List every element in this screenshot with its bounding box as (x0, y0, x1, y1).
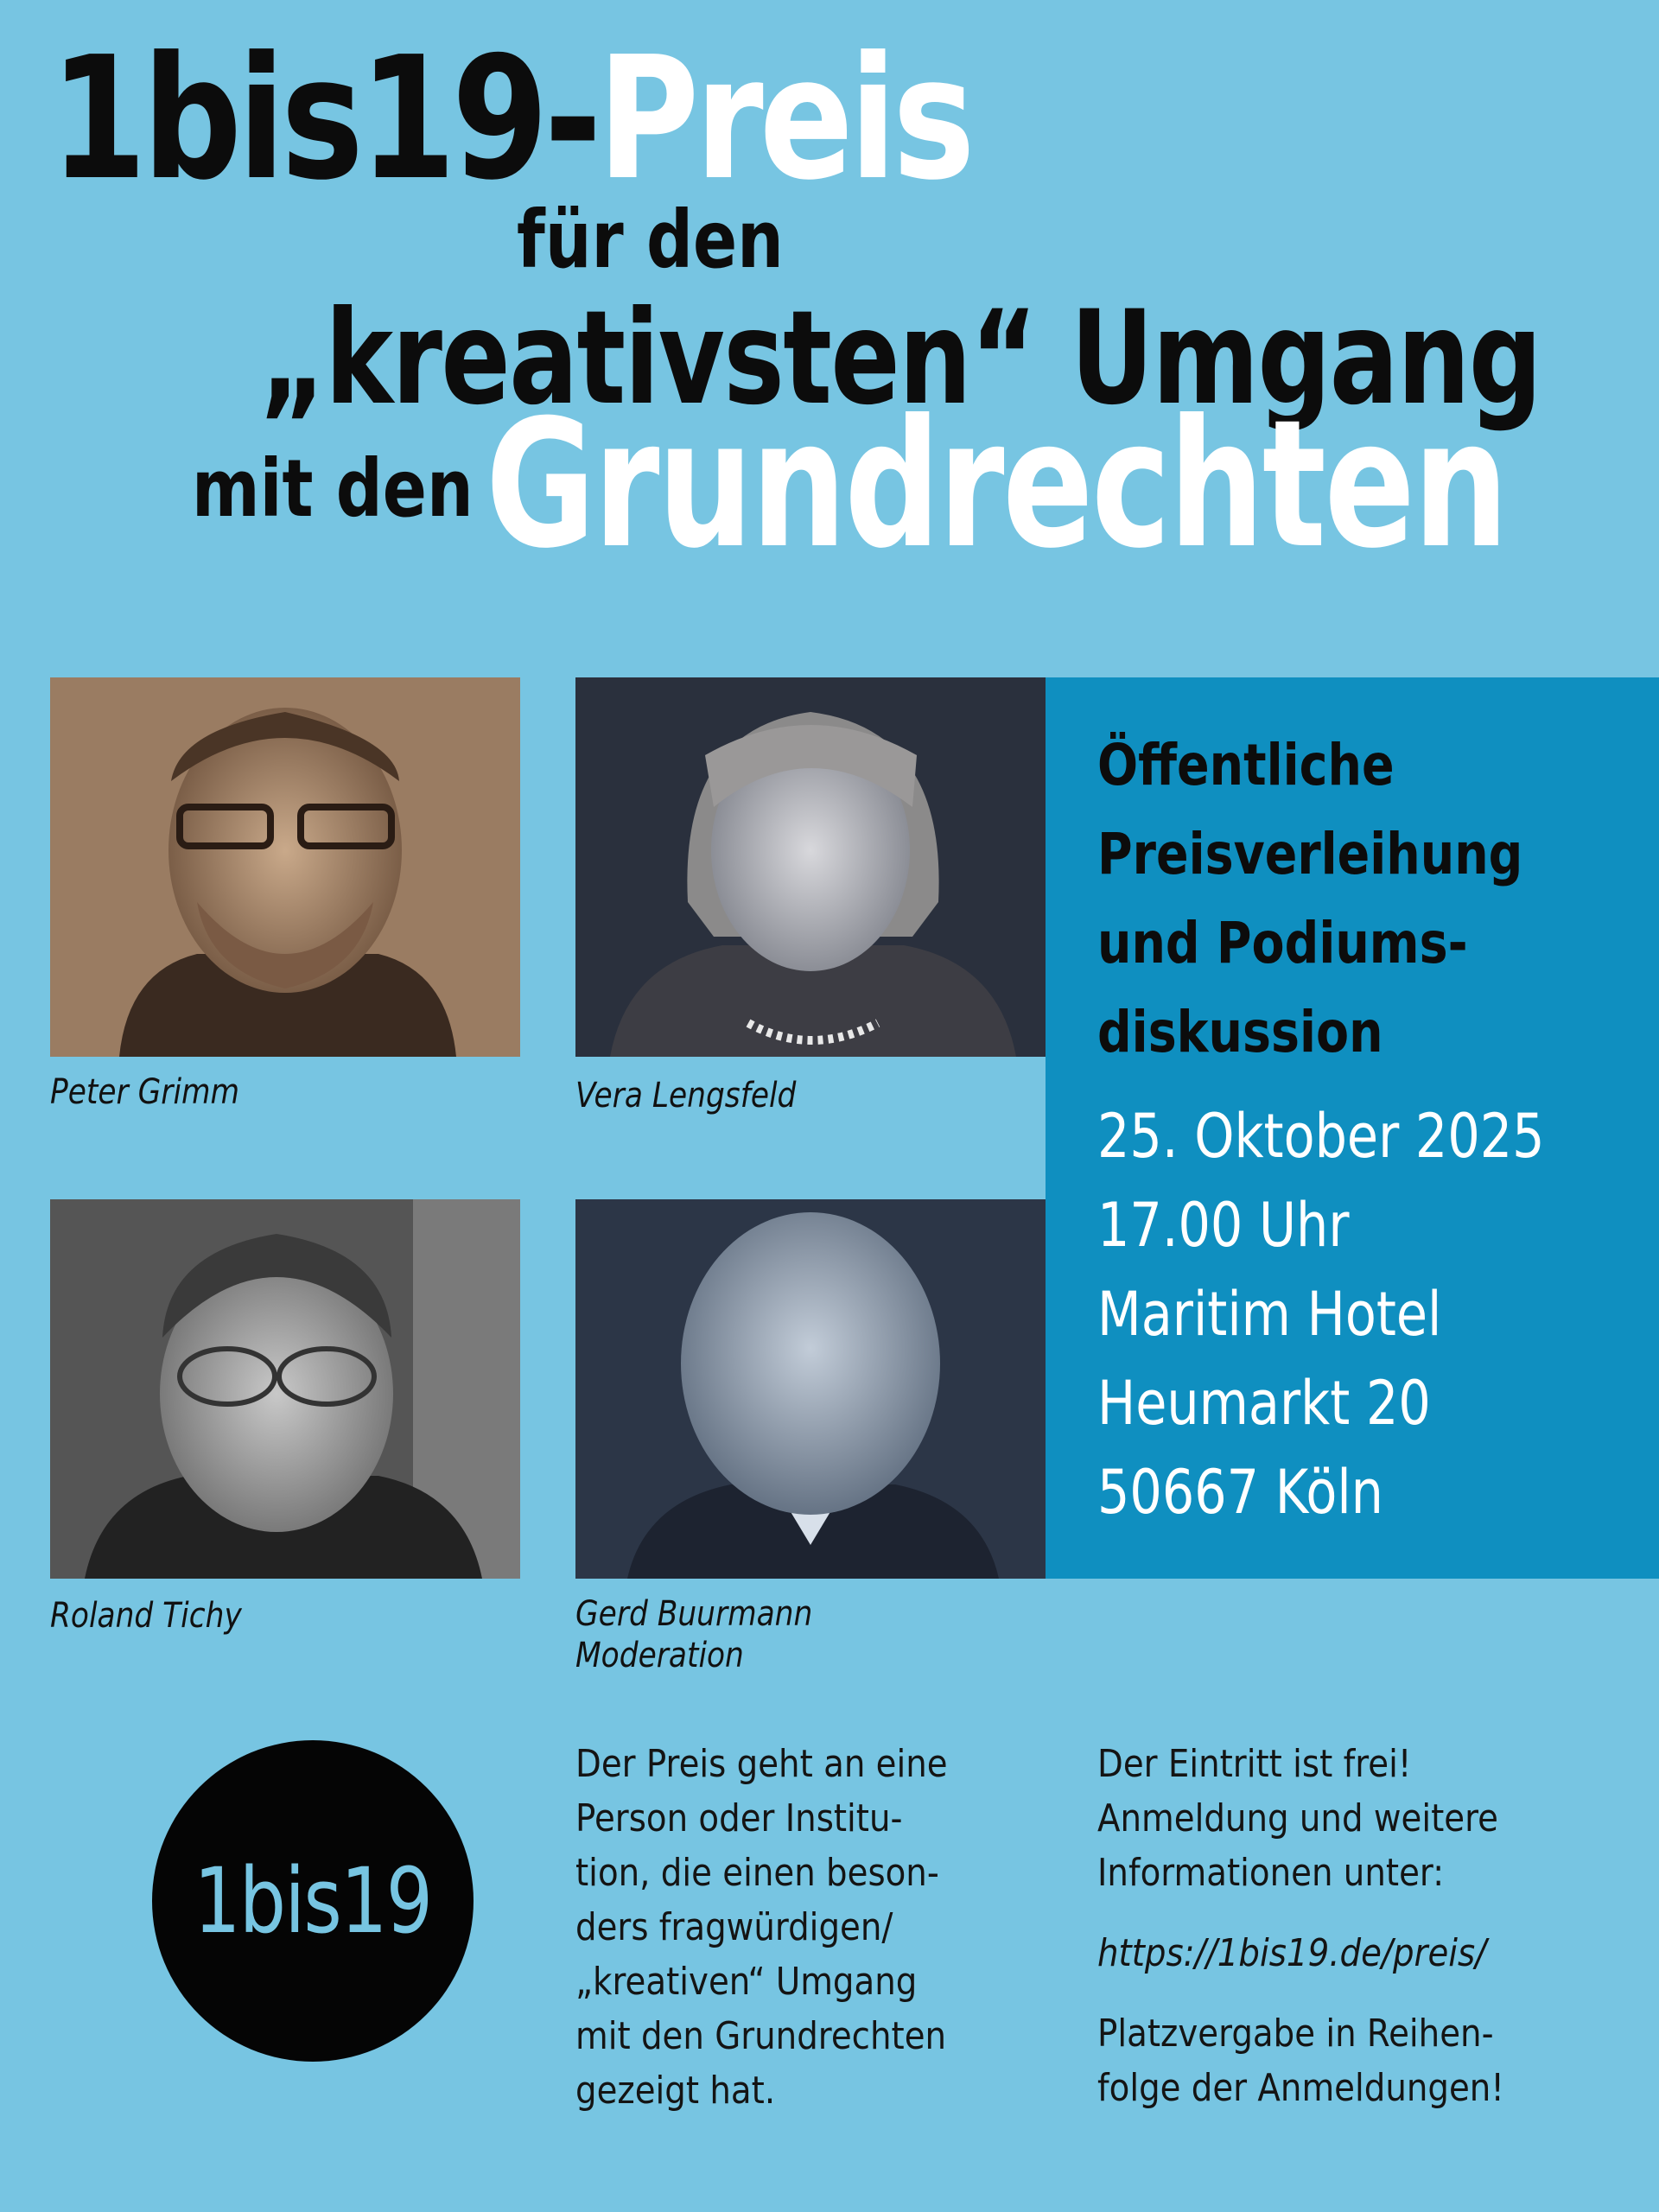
registration-note-line: Platzvergabe in Reihen- (1097, 2012, 1494, 2056)
caption-peter-grimm: Peter Grimm (50, 1072, 240, 1112)
event-details (1097, 1092, 1545, 1537)
caption-gerd-buurmann-name: Gerd Buurmann (575, 1594, 813, 1634)
logo-1bis19 (152, 1740, 474, 2062)
description-line: tion, die einen beson- (575, 1851, 939, 1895)
description-line: Der Preis geht an eine (575, 1742, 948, 1786)
registration-line: Der Eintritt ist frei! (1097, 1742, 1412, 1786)
event-venue: Maritim Hotel (1097, 1279, 1442, 1350)
event-time: 17.00 Uhr (1097, 1190, 1350, 1261)
event-date: 25. Oktober 2025 (1097, 1101, 1545, 1172)
portrait-gerd-buurmann (575, 1199, 1046, 1579)
event-city: 50667 Köln (1097, 1457, 1383, 1528)
headline-line-1 (50, 21, 971, 218)
description-line: gezeigt hat. (575, 2069, 776, 2113)
event-info-box (1046, 677, 1659, 1579)
headline-preis: Preis (597, 21, 971, 218)
caption-gerd-buurmann-role: Moderation (575, 1636, 744, 1675)
headline-grundrechten: Grundrechten (486, 383, 1507, 588)
event-title-line: diskussion (1097, 999, 1383, 1065)
prize-description (575, 1737, 948, 2118)
event-title-line: und Podiums- (1097, 910, 1468, 976)
headline-mit-den: mit den (192, 442, 474, 535)
event-title (1097, 721, 1522, 1077)
portrait-vera-lengsfeld (575, 677, 1046, 1057)
registration-info (1097, 1737, 1504, 2115)
event-title-line: Preisverleihung (1097, 821, 1523, 887)
portrait-roland-tichy (50, 1199, 520, 1579)
registration-note-line: folge der Anmeldungen! (1097, 2066, 1504, 2110)
registration-line: Anmeldung und weitere (1097, 1796, 1498, 1840)
headline-fuer-den: für den (517, 194, 784, 286)
description-line: „kreativen“ Umgang (575, 1960, 918, 2004)
headline-kreativsten-umgang: „kreativsten“ Umgang (259, 283, 1541, 434)
description-line: ders fragwürdigen/ (575, 1905, 893, 1949)
registration-line: Informationen unter: (1097, 1851, 1445, 1895)
headline-brand: 1bis19- (50, 21, 598, 218)
description-line: mit den Grundrechten (575, 2014, 947, 2058)
registration-url-link[interactable]: https://1bis19.de/preis/ (1097, 1931, 1487, 1975)
caption-roland-tichy: Roland Tichy (50, 1596, 242, 1636)
portrait-peter-grimm (50, 677, 520, 1057)
event-title-line: Öffentliche (1097, 732, 1395, 798)
description-line: Person oder Institu- (575, 1796, 903, 1840)
event-street: Heumarkt 20 (1097, 1368, 1431, 1439)
caption-gerd-buurmann (575, 1593, 812, 1676)
caption-vera-lengsfeld: Vera Lengsfeld (575, 1076, 797, 1116)
logo-text: 1bis19 (194, 1848, 432, 1954)
